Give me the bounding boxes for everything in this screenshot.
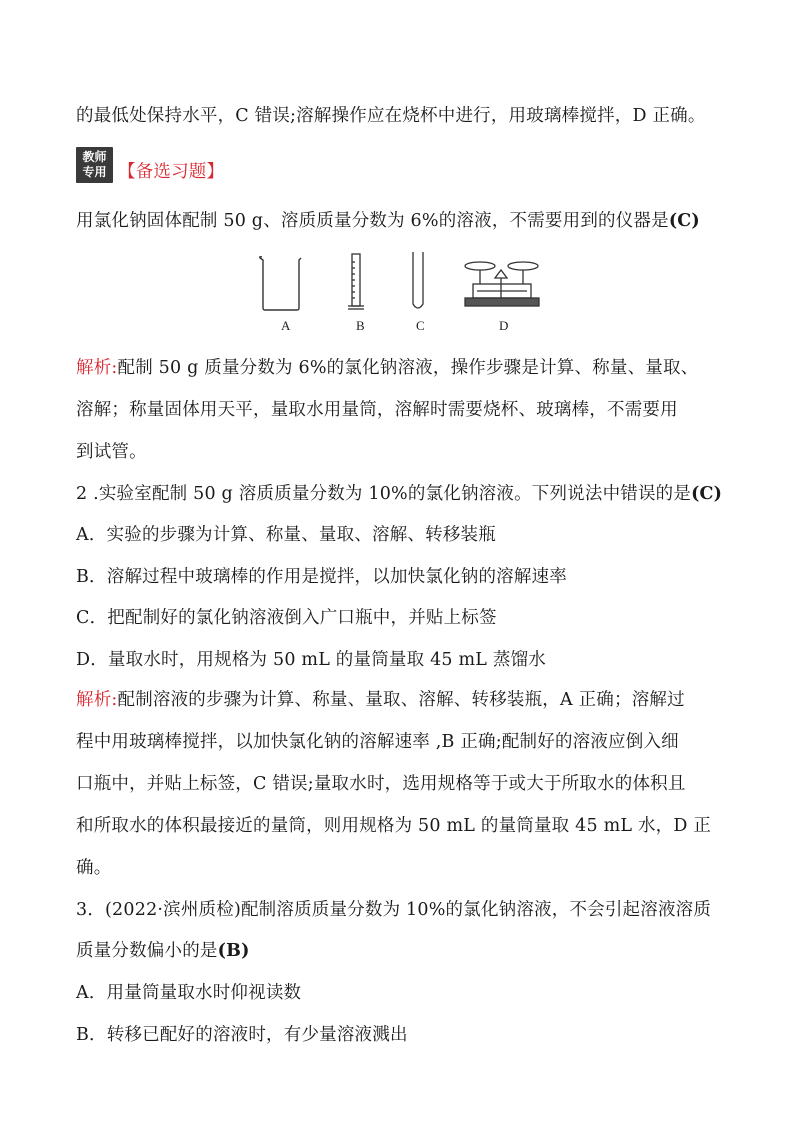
teacher-only-badge xyxy=(76,147,113,183)
graduated-cylinder-icon xyxy=(348,254,364,309)
badge-bottom-text: 专用 xyxy=(82,165,107,179)
figure-label-b: B xyxy=(356,318,365,333)
analysis-2-line-4: 和所取水的体积最接近的量筒，则用规格为 50 mL 的量筒量取 45 mL 水，D 正 xyxy=(76,816,712,836)
question-3-option-a: A．用量筒量取水时仰视读数 xyxy=(76,983,302,1003)
analysis-2-line-2: 程中用玻璃棒搅拌，以加快氯化钠的溶解速率 ,B 正确;配制好的溶液应倒入细 xyxy=(76,732,679,752)
analysis-label: 解析: xyxy=(76,690,118,710)
figure-label-c: C xyxy=(416,318,425,333)
question-3-answer: (B) xyxy=(217,941,250,961)
analysis-1-line-2: 溶解；称量固体用天平，量取水用量筒，溶解时需要烧杯、玻璃棒，不需要用 xyxy=(76,400,678,420)
question-2 xyxy=(76,482,722,506)
analysis-1-line-3: 到试管。 xyxy=(76,442,147,462)
analysis-1-text: 配制 50 g 质量分数为 6%的氯化钠溶液，操作步骤是计算、称量、量取、 xyxy=(117,358,699,378)
question-1 xyxy=(76,209,700,233)
question-3-line-1: 3．(2022·滨州质检)配制溶质质量分数为 10%的氯化钠溶液，不会引起溶液溶质 xyxy=(76,900,712,920)
analysis-2-text: 配制溶液的步骤为计算、称量、量取、溶解、转移装瓶，A 正确；溶解过 xyxy=(117,690,685,710)
question-2-answer: (C) xyxy=(691,484,723,504)
beaker-icon xyxy=(260,257,301,310)
instruments-figure xyxy=(255,248,555,338)
figure-label-d: D xyxy=(499,318,509,333)
question-3-line-2 xyxy=(76,939,250,963)
test-tube-icon xyxy=(413,252,423,308)
question-2-option-c: C．把配制好的氯化钠溶液倒入广口瓶中，并贴上标签 xyxy=(76,608,497,628)
analysis-1-line-1 xyxy=(76,356,698,380)
analysis-2-line-5: 确。 xyxy=(76,858,112,878)
question-2-option-b: B．溶解过程中玻璃棒的作用是搅拌，以加快氯化钠的溶解速率 xyxy=(76,567,567,587)
question-2-option-a: A．实验的步骤为计算、称量、量取、溶解、转移装瓶 xyxy=(76,525,496,545)
analysis-2-line-1 xyxy=(76,688,685,712)
question-3-text: 质量分数偏小的是 xyxy=(76,941,218,961)
question-2-option-d: D．量取水时，用规格为 50 mL 的量筒量取 45 mL 蒸馏水 xyxy=(76,650,546,670)
badge-top-text: 教师 xyxy=(82,150,107,164)
analysis-2-line-3: 口瓶中，并贴上标签，C 错误;量取水时，选用规格等于或大于所取水的体积且 xyxy=(76,774,686,794)
balance-scale-icon xyxy=(465,262,539,306)
question-3-option-b: B．转移已配好的溶液时，有少量溶液溅出 xyxy=(76,1025,408,1045)
analysis-label: 解析: xyxy=(76,358,118,378)
text-line: 的最低处保持水平，C 错误;溶解操作应在烧杯中进行，用玻璃棒搅拌，D 正确。 xyxy=(76,106,706,126)
question-1-answer: (C) xyxy=(668,211,700,231)
question-1-text: 用氯化钠固体配制 50 g、溶质质量分数为 6%的溶液，不需要用到的仪器是 xyxy=(76,211,669,231)
figure-label-a: A xyxy=(281,318,291,333)
question-2-text: 2 .实验室配制 50 g 溶质质量分数为 10%的氯化钠溶液。下列说法中错误的是 xyxy=(76,484,692,504)
section-title: 【备选习题】 xyxy=(118,162,225,182)
